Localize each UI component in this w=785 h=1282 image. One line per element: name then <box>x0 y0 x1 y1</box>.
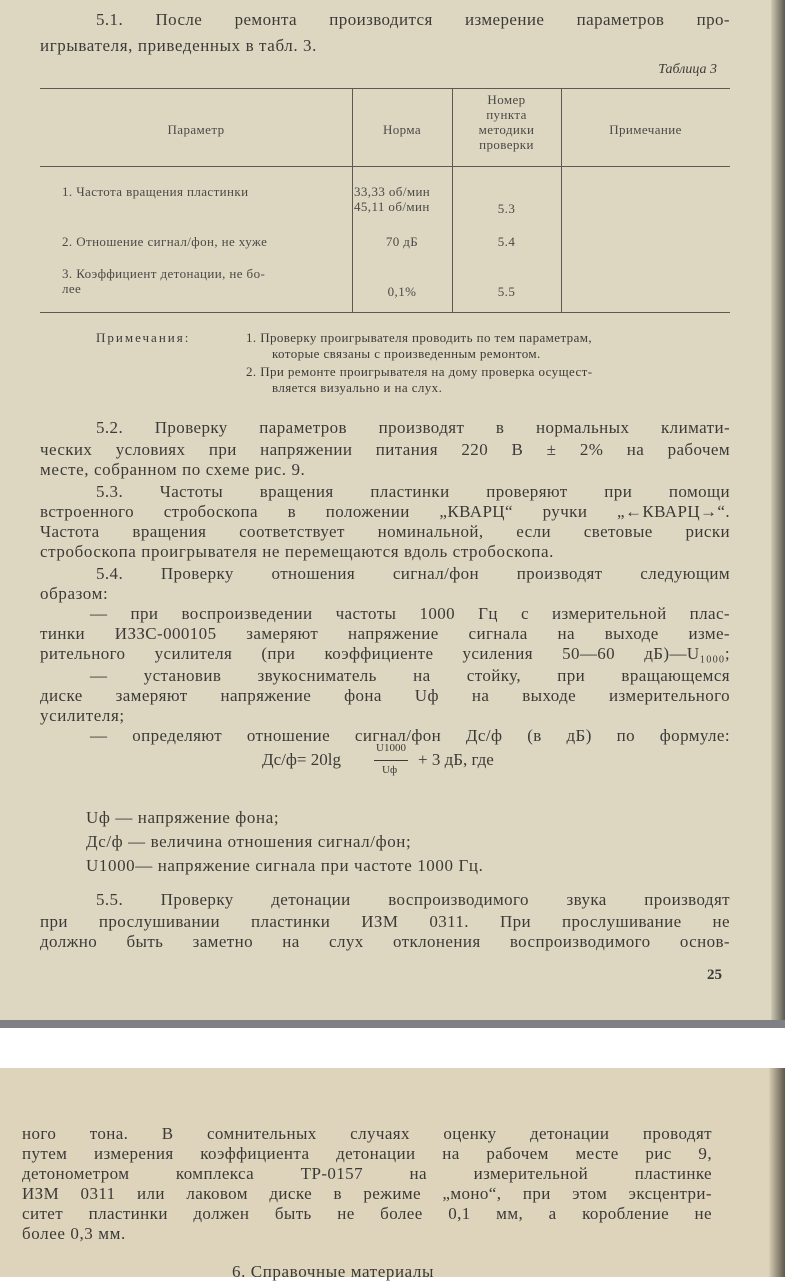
formula-numerator: U1000 <box>376 742 406 754</box>
p52-line-2: ческих условиях при напряжении питания 220 В ± 2% на рабочем <box>40 440 730 459</box>
header-note: Примечание <box>609 122 682 137</box>
p55-line-2: при прослушивании пластинки ИЗМ 0311. При прослушивание не <box>40 912 730 931</box>
p2-line-5: ситет пластинки должен быть не более 0,1 мм, а коробление не <box>22 1204 712 1223</box>
table-row-3-method: 5.5 <box>497 284 516 299</box>
table-row-3-param: 3. Коэффициент детонации, не бо- лее <box>62 266 266 296</box>
header-norm: Норма <box>382 122 422 137</box>
table-row-2-norm: 70 дБ <box>385 234 419 249</box>
table-row-2-method: 5.4 <box>497 234 516 249</box>
page-edge-shadow <box>771 0 785 1020</box>
definition-3: U1000— напряжение сигнала при частоте 1000 Гц. <box>86 856 484 875</box>
p55-line-1: 5.5. Проверку детонации воспроизводимого звука производят <box>96 890 730 909</box>
parameters-table <box>40 88 730 313</box>
p54-line-6: — установив звукосниматель на стойку, при вращающемся <box>90 666 730 685</box>
notes-label: Примечания: <box>96 330 191 345</box>
header-parameter: Параметр <box>167 122 225 137</box>
p54-line-5: рительного усилителя (при коэффициенте усиления 50—60 дБ)—U₁₀₀₀; <box>40 644 730 663</box>
formula-rhs: + 3 дБ, где <box>418 750 494 769</box>
page-number: 25 <box>707 967 722 983</box>
p54-line-4: тинки ИЗЗС-000105 замеряют напряжение сигнала на выходе изме- <box>40 624 730 643</box>
p2-line-1: ного тона. В сомнительных случаях оценку детонации проводят <box>22 1124 712 1143</box>
p54-line-9: — определяют отношение сигнал/фон Дс/ф (в дБ) по формуле: <box>90 726 730 745</box>
p53-line-4: стробоскопа проигрывателя не перемещаются вдоль стробоскопа. <box>40 542 554 561</box>
p2-line-3: детонометром комплекса ТР-0157 на измерительной пластинке <box>22 1164 712 1183</box>
p54-line-3: — при воспроизведении частоты 1000 Гц с измерительной плас- <box>90 604 730 623</box>
p53-line-2: встроенного стробоскопа в положении „КВАРЦ“ ручки „←КВАРЦ→“. <box>40 502 730 521</box>
p52-line-1: 5.2. Проверку параметров производят в нормальных климати- <box>96 418 730 437</box>
p52-line-3: месте, собранном по схеме рис. 9. <box>40 460 306 479</box>
header-method-number: Номер пункта методики проверки <box>478 92 535 152</box>
p2-line-2: путем измерения коэффициента детонации на рабочем месте рис 9, <box>22 1144 712 1163</box>
p53-line-1: 5.3. Частоты вращения пластинки проверяют при помощи <box>96 482 730 501</box>
definition-1: Uф — напряжение фона; <box>86 808 280 827</box>
p55-line-3: должно быть заметно на слух отклонения воспроизводимого основ- <box>40 932 730 951</box>
page-edge-shadow-2 <box>769 1068 785 1277</box>
fraction-bar <box>374 760 408 761</box>
table-caption: Таблица 3 <box>658 62 717 77</box>
p54-line-8: усилителя; <box>40 706 125 725</box>
section-6-heading: 6. Справочные материалы <box>232 1262 435 1281</box>
p53-line-3: Частота вращения соответствует номинальной, если световые риски <box>40 522 730 541</box>
page-separator <box>0 1020 785 1028</box>
intro-line-2: игрывателя, приведенных в табл. 3. <box>40 36 318 55</box>
p54-line-2: образом: <box>40 584 109 603</box>
p2-line-6: более 0,3 мм. <box>22 1224 126 1243</box>
note-1-line-1: 1. Проверку проигрывателя проводить по тем параметрам, <box>246 330 593 345</box>
table-row-1-method: 5.3 <box>497 201 516 216</box>
table-row-1-norm: 33,33 об/мин 45,11 об/мин <box>354 184 431 214</box>
table-row-1-param: 1. Частота вращения пластинки <box>62 184 249 199</box>
note-1-line-2: которые связаны с произведенным ремонтом. <box>272 346 541 361</box>
p54-line-1: 5.4. Проверку отношения сигнал/фон производят следующим <box>96 564 730 583</box>
table-row-2-param: 2. Отношение сигнал/фон, не хуже <box>62 234 268 249</box>
p54-line-7: диске замеряют напряжение фона Uф на выходе измерительного <box>40 686 730 705</box>
formula-lhs: Дс/ф= 20lg <box>262 750 341 769</box>
p2-line-4: ИЗМ 0311 или лаковом диске в режиме „моно“, при этом эксцентри- <box>22 1184 712 1203</box>
formula-denominator: Uф <box>382 764 398 776</box>
note-2-line-2: вляется визуально и на слух. <box>272 380 443 395</box>
table-row-3-norm: 0,1% <box>387 284 417 299</box>
intro-line-1: 5.1. После ремонта производится измерение параметров про- <box>96 10 730 29</box>
note-2-line-1: 2. При ремонте проигрывателя на дому проверка осущест- <box>246 364 593 379</box>
definition-2: Дс/ф — величина отношения сигнал/фон; <box>86 832 412 851</box>
